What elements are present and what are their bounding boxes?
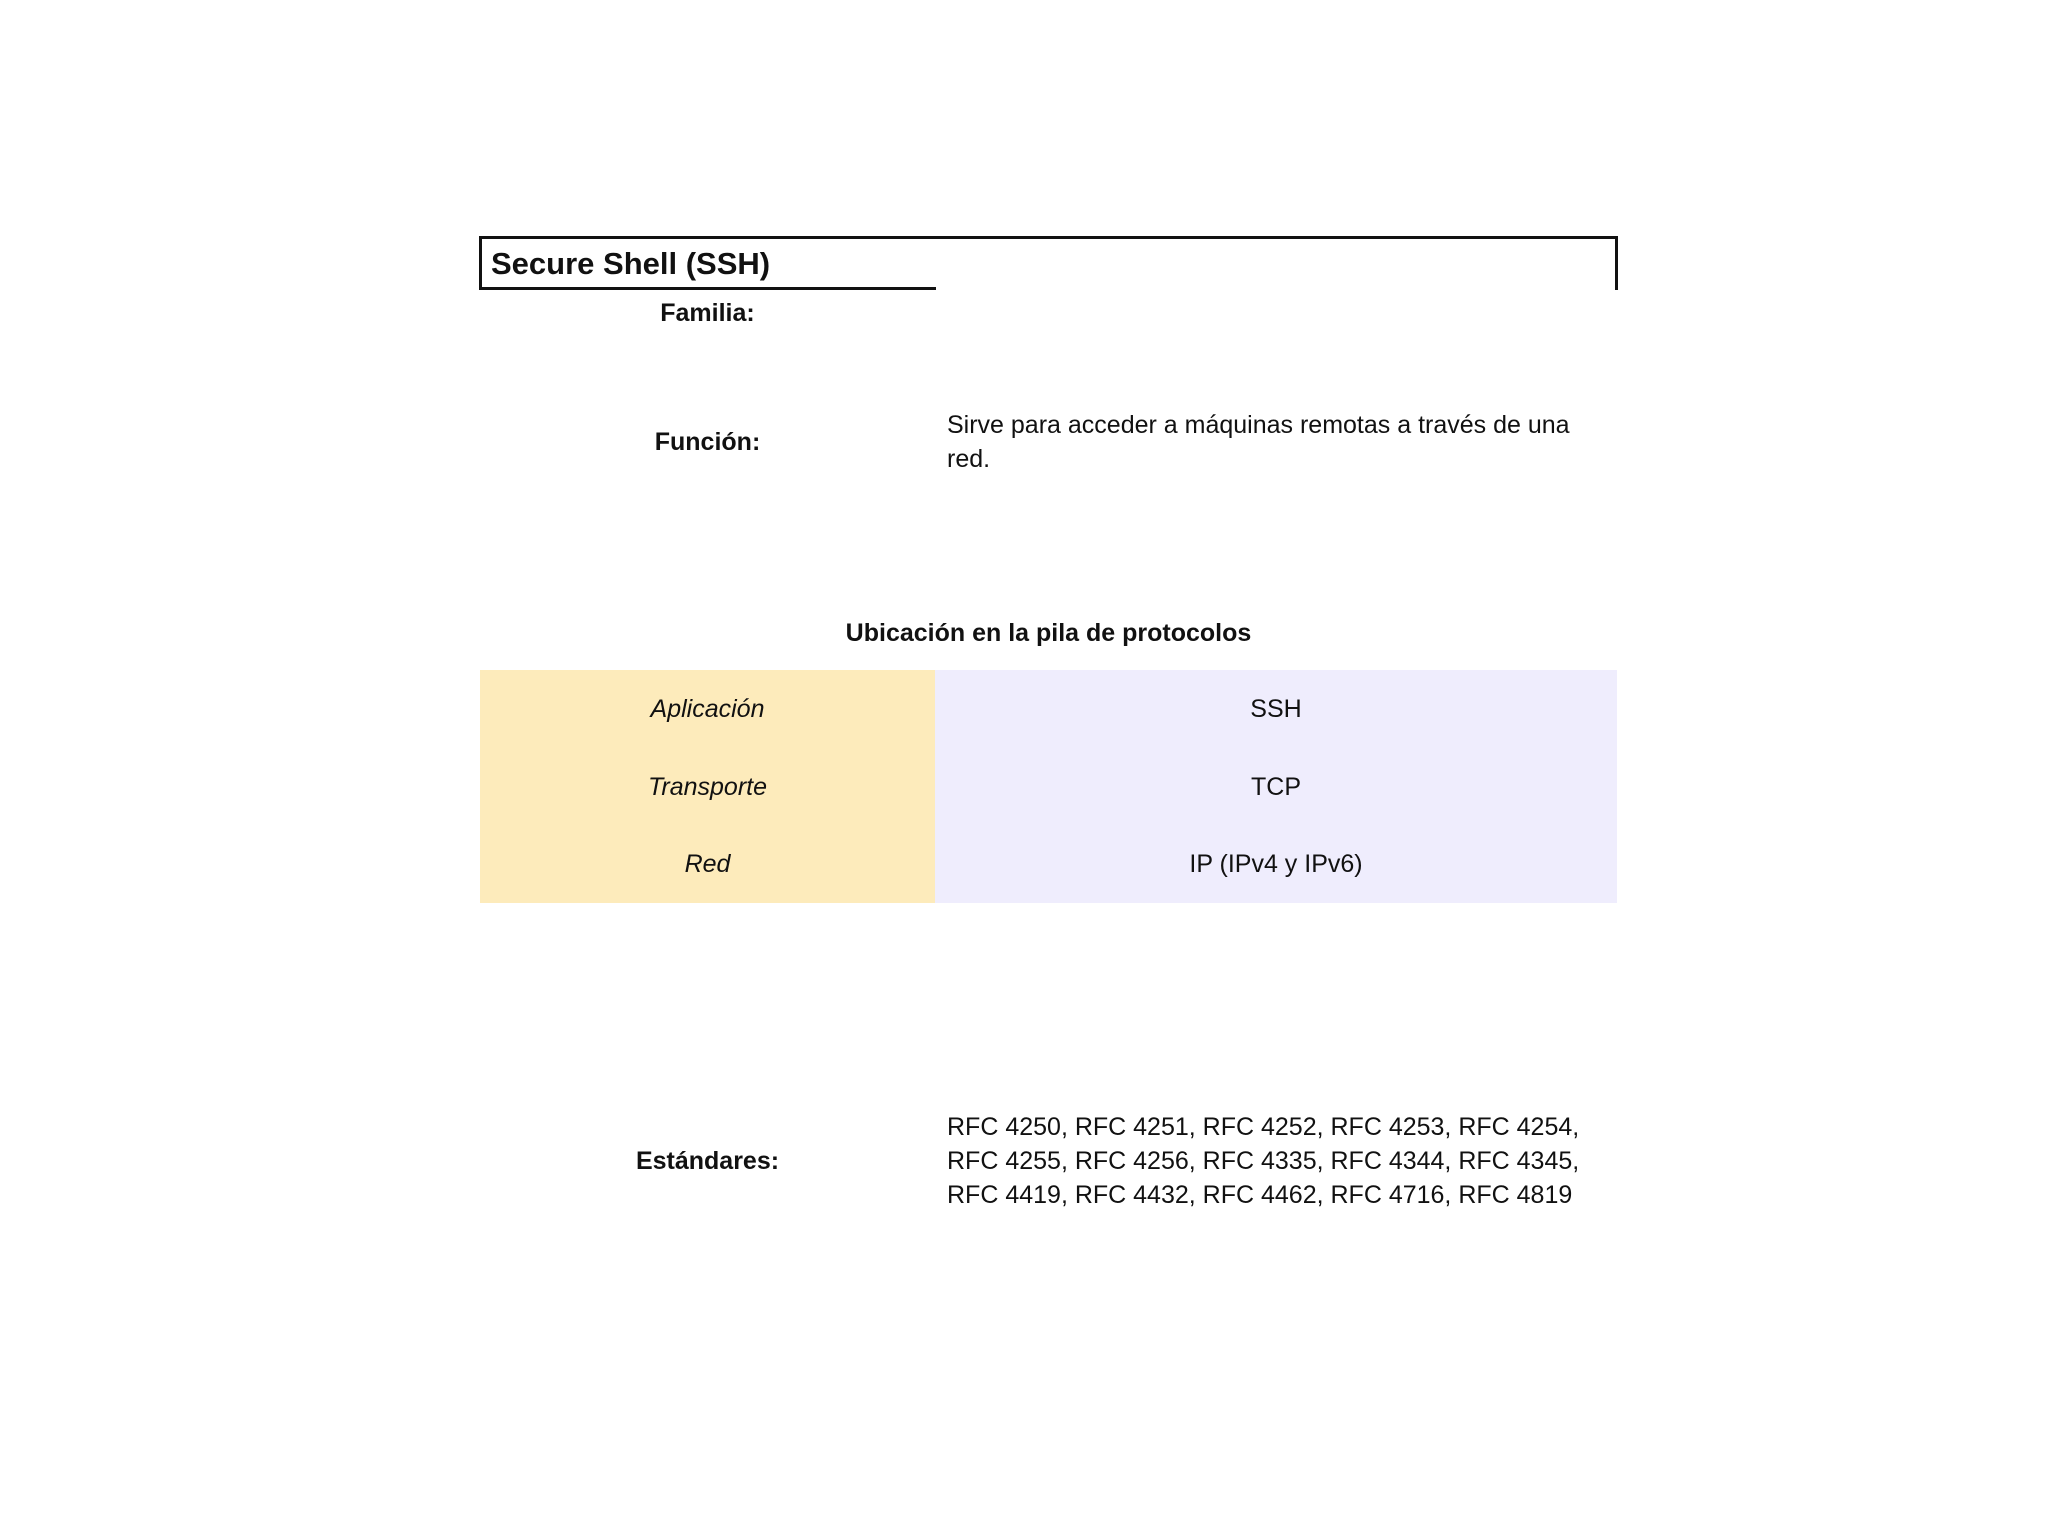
funcion-label: Función: [654,428,761,456]
estandares-value: RFC 4250, RFC 4251, RFC 4252, RFC 4253, RFC 4254, RFC 4255, RFC 4256, RFC 4335, RFC 4344, RFC 4345, RFC 4419, RFC 4432, RFC 4462, RFC 4716, RFC 4819 [947,1113,1580,1209]
funcion-value: Sirve para acceder a máquinas remotas a través de una red. [947,411,1570,473]
layer-name: Red [684,849,731,878]
stack-row-network [480,825,1617,903]
estandares-label: Estándares: [635,1147,780,1175]
layer-name: Aplicación [650,694,765,723]
page-title: Secure Shell (SSH) [491,246,771,281]
protocol-stack-table [480,670,1617,903]
protocol-name: SSH [1250,694,1302,723]
familia-label: Familia: [660,299,755,327]
title-frame-top-border [479,236,1618,239]
stack-row-transport [480,748,1617,826]
layer-name: Transporte [647,772,768,801]
stack-row-application [480,670,1617,748]
protocol-name: TCP [1251,772,1301,801]
title-frame-left-border [479,236,482,290]
title-frame-bottom-border [479,287,936,290]
stack-heading: Ubicación en la pila de protocolos [845,619,1252,647]
protocol-name: IP (IPv4 y IPv6) [1189,849,1363,878]
title-frame-right-border [1615,236,1618,290]
